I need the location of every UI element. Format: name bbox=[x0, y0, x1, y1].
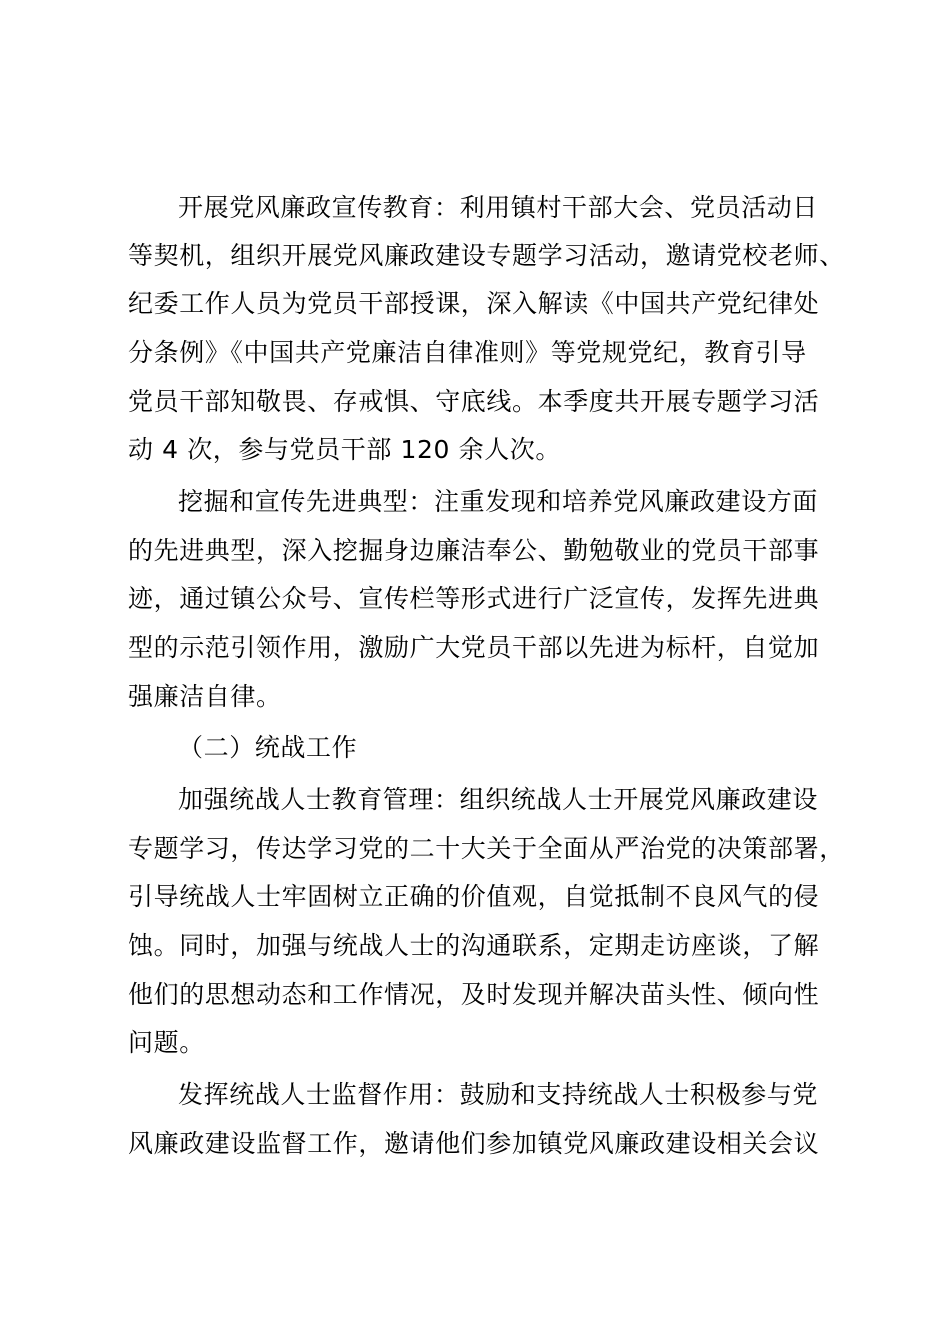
paragraph-line: 开展党风廉政宣传教育：利用镇村干部大会、党员活动日 bbox=[178, 193, 819, 222]
paragraph-line: 风廉政建设监督工作，邀请他们参加镇党风廉政建设相关会议 bbox=[128, 1129, 820, 1158]
paragraph-line: 纪委工作人员为党员干部授课，深入解读《中国共产党纪律处 bbox=[128, 289, 820, 318]
paragraph-line: 挖掘和宣传先进典型：注重发现和培养党风廉政建设方面 bbox=[178, 487, 819, 516]
paragraph-line: 加强统战人士教育管理：组织统战人士开展党风廉政建设 bbox=[178, 785, 819, 814]
paragraph-line: 等契机，组织开展党风廉政建设专题学习活动，邀请党校老师、 bbox=[128, 241, 845, 270]
paragraph-line: 迹，通过镇公众号、宣传栏等形式进行广泛宣传，发挥先进典 bbox=[128, 584, 820, 613]
paragraph-line: 强廉洁自律。 bbox=[128, 682, 282, 711]
paragraph-line: 动 4 次，参与党员干部 120 余人次。 bbox=[128, 435, 562, 464]
section-heading: （二）统战工作 bbox=[178, 733, 358, 762]
paragraph-line: 蚀。同时，加强与统战人士的沟通联系，定期走访座谈，了解 bbox=[128, 931, 820, 960]
paragraph-line: 专题学习，传达学习党的二十大关于全面从严治党的决策部署， bbox=[128, 834, 845, 863]
paragraph-line: 问题。 bbox=[128, 1028, 205, 1057]
paragraph-line: 发挥统战人士监督作用：鼓励和支持统战人士积极参与党 bbox=[178, 1080, 819, 1109]
paragraph-line: 引导统战人士牢固树立正确的价值观，自觉抵制不良风气的侵 bbox=[128, 882, 820, 911]
paragraph-line: 的先进典型，深入挖掘身边廉洁奉公、勤勉敬业的党员干部事 bbox=[128, 536, 820, 565]
paragraph-line: 分条例》《中国共产党廉洁自律准则》等党规党纪，教育引导 bbox=[128, 338, 807, 367]
paragraph-line: 型的示范引领作用，激励广大党员干部以先进为标杆，自觉加 bbox=[128, 633, 820, 662]
paragraph-line: 他们的思想动态和工作情况，及时发现并解决苗头性、倾向性 bbox=[128, 980, 820, 1009]
paragraph-line: 党员干部知敬畏、存戒惧、守底线。本季度共开展专题学习活 bbox=[128, 387, 820, 416]
